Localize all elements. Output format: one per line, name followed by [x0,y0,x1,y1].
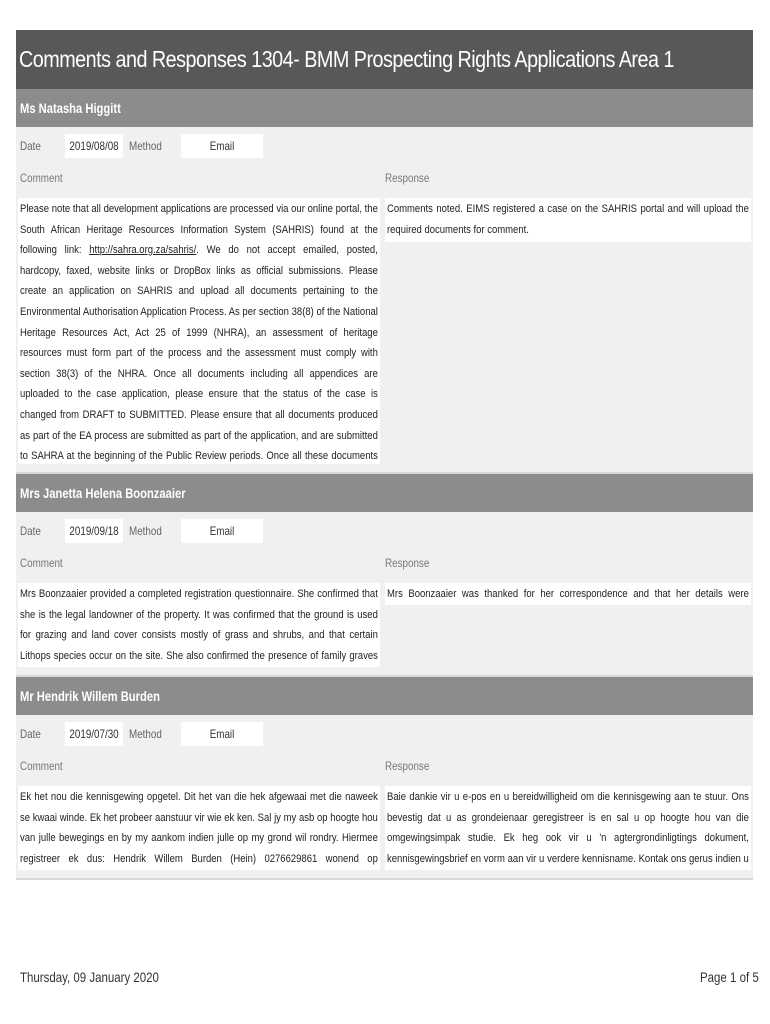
person-name: Mrs Janetta Helena Boonzaaier [20,485,186,501]
method-label: Method [129,727,163,741]
date-value: 2019/09/18 [69,524,119,538]
meta-row [16,715,753,753]
response-text: Baie dankie vir u e-pos en u bereidwilligheid om die kennisgewing aan te stuur. Ons bevestig dat u as grondeienaar geregistreer is en sal u op hoogte hou van die omgewingsimpak studie. Ek heg ook vir u 'n agtergrondinligtings dokument, kennisgewingsbrief en vorm aan vir u verdere kennisname. Kontak ons gerus indien u [387,791,749,865]
date-label: Date [20,524,41,538]
content-row [16,579,753,675]
method-value: Email [210,727,235,741]
comment-header: Comment [20,171,63,185]
response-header: Response [385,171,430,185]
content-row [16,194,753,472]
date-value: 2019/08/08 [69,139,119,153]
date-value: 2019/07/30 [69,727,119,741]
content-row [16,782,753,878]
entry-1 [16,89,753,474]
method-value-box [181,722,263,746]
response-header: Response [385,759,430,773]
method-value-box [181,134,263,158]
response-header: Response [385,556,430,570]
response-text: Mrs Boonzaaier was thanked for her correspondence and that her details were [387,588,749,600]
response-cell [385,198,751,242]
comment-cell [18,198,380,464]
person-name-bar [16,677,753,715]
response-cell [385,786,751,870]
report-title: Comments and Responses 1304- BMM Prospecting Rights Applications Area 1 [19,46,674,72]
footer-date: Thursday, 09 January 2020 [20,969,159,985]
report-title-bar [16,30,753,89]
date-label: Date [20,727,41,741]
entry-2 [16,474,753,677]
meta-row [16,512,753,550]
response-cell [385,583,751,605]
person-name: Mr Hendrik Willem Burden [20,688,160,704]
report [16,30,753,880]
method-value: Email [210,524,235,538]
comment-text: Ek het nou die kennisgewing opgetel. Dit het van die hek afgewaai met die naweek se kwaai winde. Ek het probeer aanstuur vir wie ek ken. Sal jy my asb op hoogte hou van julle bewegings en by my aankom indien julle op my grond wil rondry. Hiermee registreer ek dus: Hendrik Willem Burden (Hein) 0276629861 wonend op [20,791,378,865]
person-name-bar [16,89,753,127]
method-value: Email [210,139,235,153]
date-value-box [65,519,123,543]
column-header-row [16,165,753,194]
person-name: Ms Natasha Higgitt [20,100,121,116]
comment-header: Comment [20,759,63,773]
comment-cell [18,786,380,870]
comment-text: Mrs Boonzaaier provided a completed registration questionnaire. She confirmed that she is the legal landowner of the property. It was confirmed that the ground is used for grazing and land cover consists mostly of grass and shrubs, and that certain Lithops species occur on the site. She also confirmed the presence of family graves [20,588,378,662]
footer-page-number: Page 1 of 5 [700,969,759,985]
sahris-link[interactable]: http://sahra.org.za/sahris/ [89,244,197,257]
response-text: Comments noted. EIMS registered a case on the SAHRIS portal and will upload the required documents for comment. [387,203,749,236]
column-header-row [16,550,753,579]
date-label: Date [20,139,41,153]
comment-cell [18,583,380,667]
person-name-bar [16,474,753,512]
comment-header: Comment [20,556,63,570]
entry-divider [16,878,753,880]
method-value-box [181,519,263,543]
method-label: Method [129,139,163,153]
method-label: Method [129,524,163,538]
column-header-row [16,753,753,782]
date-value-box [65,722,123,746]
entry-3 [16,677,753,880]
comment-text: Please note that all development applications are processed via our online portal, the South African Heritage Resources Information System (SAHRIS) found at the following link: http://sahra.org.za/sahris/. We do not accept emailed, posted, hardcopy, faxed, website links or DropBox links as official submissions. Please create an application on SAHRIS and upload all documents pertaining to the Environmental Authorisation Application Process. As per section 38(8) of the National Heritage Resources Act, Act 25 of 1999 (NHRA), an assessment of heritage resources must form part of the process and the assessment must comply with section 38(3) of the NHRA. Once all documents including all appendices are uploaded to the case application, please ensure that the status of the case is changed from DRAFT to SUBMITTED. Please ensure that all documents produced as part of the EA process are submitted as part of the application, and are submitted to SAHRA at the beginning of the Public Review periods. Once all these documents [20,203,378,463]
meta-row [16,127,753,165]
date-value-box [65,134,123,158]
